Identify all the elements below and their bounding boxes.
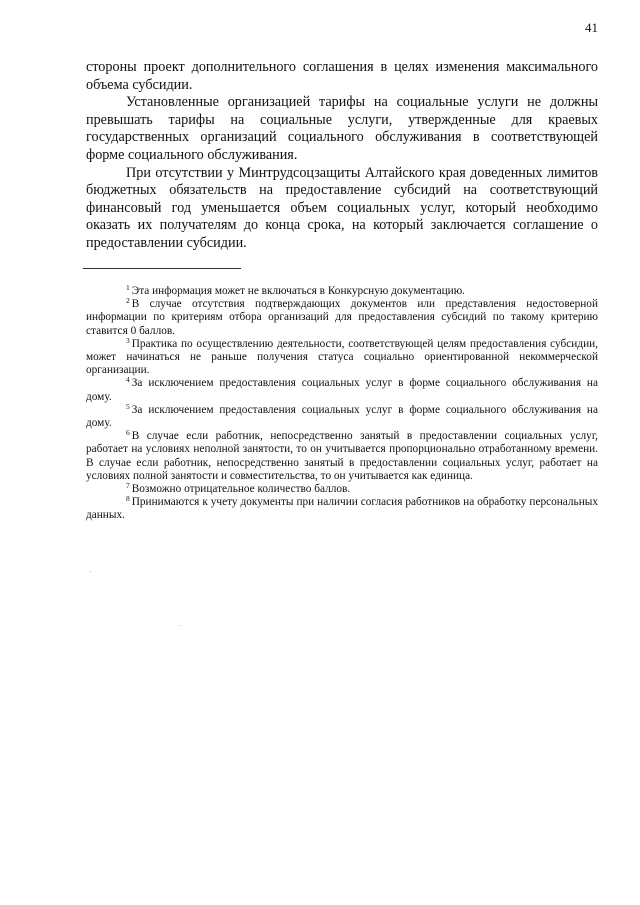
footnote-marker: 5 — [126, 401, 130, 411]
footnote-marker: 8 — [126, 494, 130, 504]
footnote-marker: 2 — [126, 296, 130, 306]
footnote-marker: 6 — [126, 428, 130, 438]
footnote-separator — [83, 268, 241, 269]
footnote — [86, 430, 598, 483]
footnote — [86, 496, 598, 522]
footnote — [86, 335, 598, 378]
body-text — [86, 59, 598, 253]
body-paragraph: При отсутствии у Минтрудсоцзащиты Алтайского края доведенных лимитов бюджетных обязательств на предоставление субсидий на соответствующий финансовый год уменьшается объем социальных услуг, который необходимо оказать их получателям до конца срока, на который заключается соглашение о предоставлении субсидии. — [86, 164, 598, 251]
footnote — [86, 285, 598, 298]
footnote-text: За исключением предоставления социальных услуг в форме социального обслуживания на дому. — [86, 403, 598, 430]
footnote-text: Возможно отрицательное количество баллов. — [131, 483, 351, 496]
body-paragraph: Установленные организацией тарифы на социальные услуги не должны превышать тарифы на социальные услуги, утвержденные для краевых государственных организаций социального обслуживания в соответствующей форме социального обслуживания. — [86, 94, 598, 163]
scan-speck — [180, 625, 181, 626]
footnote — [86, 298, 598, 338]
footnote-marker: 7 — [126, 481, 130, 491]
scan-speck — [90, 571, 91, 572]
footnote-marker: 4 — [126, 375, 130, 385]
footnote — [86, 377, 598, 403]
page-number: 41 — [585, 20, 598, 35]
footnote-text: В случае отсутствия подтверждающих документов или представления недостоверной информации по критериям отбора организаций для предоставления субсидий по такому критерию ставится 0 баллов. — [86, 298, 598, 337]
footnote-marker: 3 — [126, 335, 130, 345]
footnote-text: Практика по осуществлению деятельности, соответствующей целям предоставления субсидии, может начинаться не раньше получения статуса социально ориентированной некоммерческой организации. — [86, 337, 598, 377]
body-paragraph: стороны проект дополнительного соглашения в целях изменения максимального объема субсидии. — [86, 59, 598, 93]
footnote-text: В случае если работник, непосредственно занятый в предоставлении социальных услуг, работает на условиях неполной занятости, то он учитывается пропорционально отработанному времени. В случае если работник, непосредственно занятый в предоставлении социальных услуг, работает на условиях полной занятости и совместительства, то он учитывается как единица. — [86, 430, 598, 482]
footnote-text: За исключением предоставления социальных услуг в форме социального обслуживания на дому. — [86, 377, 598, 403]
footnote — [86, 483, 598, 496]
footnote-text: Принимаются к учету документы при наличии согласия работников на обработку персональных данных. — [86, 496, 598, 522]
footnote-text: Эта информация может не включаться в Конкурсную документацию. — [131, 285, 465, 297]
footnotes — [86, 285, 598, 523]
footnote-marker: 1 — [126, 283, 130, 292]
footnote — [86, 401, 598, 430]
